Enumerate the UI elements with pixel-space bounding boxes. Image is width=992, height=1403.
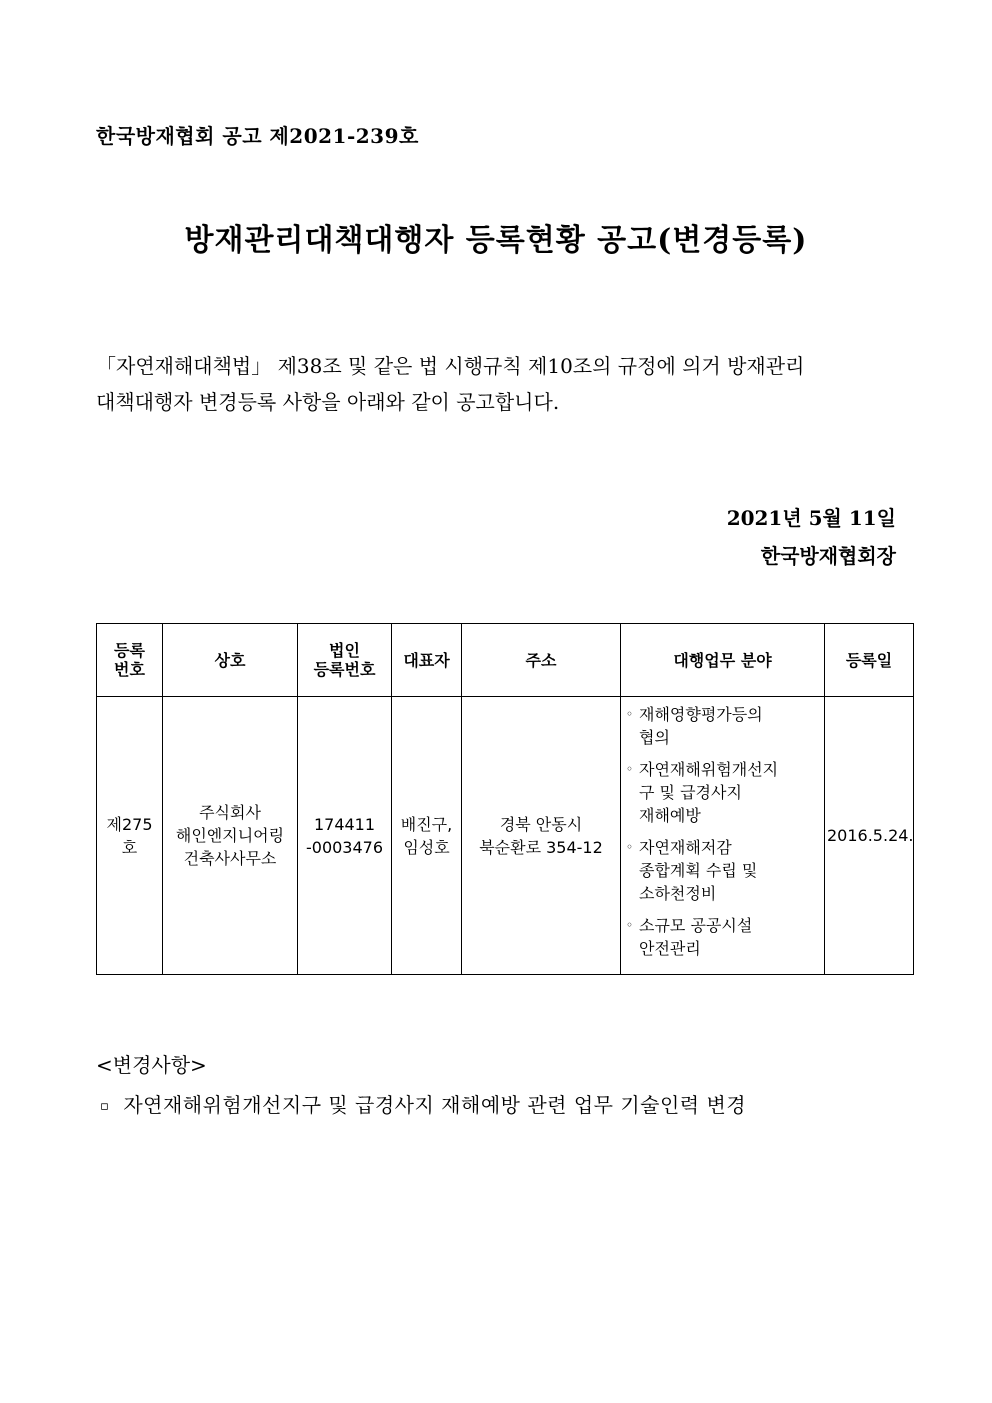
business-field-item	[626, 914, 820, 960]
business-field-text: 자연재해위험개선지 구 및 급경사지 재해예방	[639, 760, 779, 825]
cell-address: 경북 안동시 북순환로 354-12	[462, 697, 621, 975]
business-field-text: 재해영향평가등의 협의	[639, 705, 763, 747]
notice-body	[96, 348, 896, 420]
business-field-item	[626, 836, 820, 905]
business-field-item	[626, 703, 820, 749]
page-title: 방재관리대책대행자 등록현황 공고(변경등록)	[184, 223, 808, 258]
notice-date: 2021년 5월 11일	[726, 506, 896, 530]
header-reg-date: 등록일	[825, 624, 914, 697]
header-reg-no: 등록 번호	[97, 624, 163, 697]
square-bullet-icon: ▫	[100, 1099, 110, 1114]
cell-company: 주식회사 해인엔지니어링 건축사사무소	[163, 697, 298, 975]
cell-reg-date: 2016.5.24.	[825, 697, 914, 975]
header-business-field: 대행업무 분야	[621, 624, 825, 697]
changes-heading: <변경사항>	[96, 1053, 207, 1077]
business-field-text: 소규모 공공시설 안전관리	[639, 916, 753, 958]
business-field-item	[626, 758, 820, 827]
body-line-2: 대책대행자 변경등록 사항을 아래와 같이 공고합니다.	[96, 390, 560, 414]
business-field-text: 자연재해저감 종합계획 수립 및 소하천정비	[639, 838, 758, 903]
registration-table	[96, 623, 914, 975]
change-item-text: 자연재해위험개선지구 및 급경사지 재해예방 관련 업무 기술인력 변경	[123, 1093, 747, 1117]
table-header-row	[97, 624, 914, 697]
circle-bullet-icon: ◦	[626, 707, 634, 721]
circle-bullet-icon: ◦	[626, 762, 634, 776]
change-item	[100, 1089, 746, 1118]
circle-bullet-icon: ◦	[626, 918, 634, 932]
body-line-1: 「자연재해대책법」 제38조 및 같은 법 시행규칙 제10조의 규정에 의거 방재관리	[96, 354, 805, 378]
notice-number: 한국방재협회 공고 제2021-239호	[96, 124, 419, 148]
issuer: 한국방재협회장	[760, 544, 896, 568]
header-company: 상호	[163, 624, 298, 697]
cell-reg-no: 제275호	[97, 697, 163, 975]
header-corp-reg-no: 법인 등록번호	[298, 624, 392, 697]
cell-business-fields	[621, 697, 825, 975]
cell-corp-reg-no: 174411 -0003476	[298, 697, 392, 975]
header-representative: 대표자	[392, 624, 462, 697]
table-row	[97, 697, 914, 975]
cell-representative: 배진구, 임성호	[392, 697, 462, 975]
circle-bullet-icon: ◦	[626, 840, 634, 854]
header-address: 주소	[462, 624, 621, 697]
